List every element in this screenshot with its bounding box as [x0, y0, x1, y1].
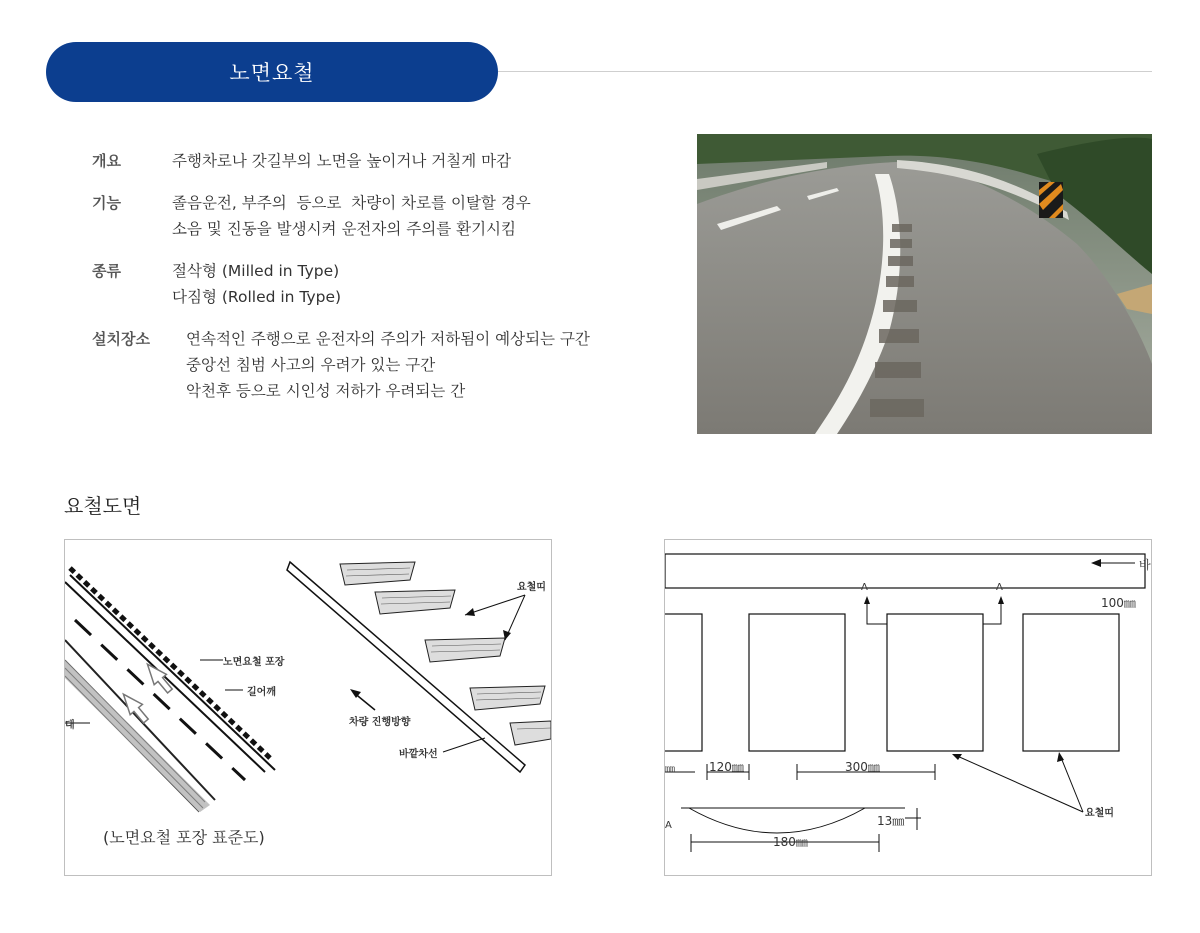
edge-line-label: 바깥차선 [399, 749, 438, 760]
dimension-120: 120㎜ [709, 760, 744, 774]
info-row-overview [92, 148, 692, 174]
shoulder-label: 길어깨 [247, 687, 276, 698]
section-a-marker: A [665, 820, 672, 831]
dimension-100: 100㎜ [1101, 596, 1136, 610]
road-photo [697, 134, 1152, 434]
section-header-title: 노면요철 [229, 61, 315, 85]
dimension-13: 13㎜ [877, 814, 905, 828]
section-header [46, 42, 498, 102]
pavement-label: 노면요철 포장 [223, 657, 285, 668]
info-row-function [92, 190, 692, 242]
info-row-label: 기능 [92, 194, 121, 212]
direction-label: 차량 진행방향 [349, 717, 411, 728]
rumble-strip-standard-diagram [64, 539, 552, 876]
info-row-line: 다짐형 (Rolled in Type) [172, 288, 342, 306]
rumble-strip-label: 요철띠 [1085, 808, 1114, 819]
info-row-line: 졸음운전, 부주의 등으로 차량이 차로를 이탈할 경우 [172, 194, 531, 212]
section-a-marker: A [861, 582, 868, 593]
dimension-300: 300㎜ [845, 760, 880, 774]
info-row-line: 절삭형 (Milled in Type) [172, 262, 340, 280]
info-row-line: 연속적인 주행으로 운전자의 주의가 저하됨이 예상되는 구간 [186, 330, 590, 348]
info-row-label: 설치장소 [92, 330, 150, 348]
header-divider [498, 71, 1152, 72]
median-label: 대 [65, 720, 75, 731]
dimension-180: 180㎜ [773, 835, 808, 849]
info-row-line: 중앙선 침범 사고의 우려가 있는 구간 [186, 356, 436, 374]
rumble-strip-dimension-diagram [664, 539, 1152, 876]
info-row-line: 소음 및 진동을 발생시켜 운전자의 주의를 환기시킴 [172, 220, 516, 238]
info-row-label: 개요 [92, 152, 121, 170]
info-row-line: 주행차로나 갓길부의 노면을 높이거나 거칠게 마감 [172, 152, 512, 170]
info-row-line: 악천후 등으로 시인성 저하가 우려되는 간 [186, 382, 466, 400]
dimension-left: ㎜ [665, 764, 675, 775]
rumble-strip-label: 요철띠 [517, 582, 546, 593]
diagram-caption: (노면요철 포장 표준도) [103, 828, 265, 847]
drawings-section-title: 요철도면 [64, 494, 142, 518]
info-list [92, 148, 692, 420]
info-row-location [92, 326, 692, 404]
section-a-marker: A [996, 582, 1003, 593]
top-band-label: 바 [1139, 558, 1151, 572]
info-row-label: 종류 [92, 262, 121, 280]
info-row-types [92, 258, 692, 310]
